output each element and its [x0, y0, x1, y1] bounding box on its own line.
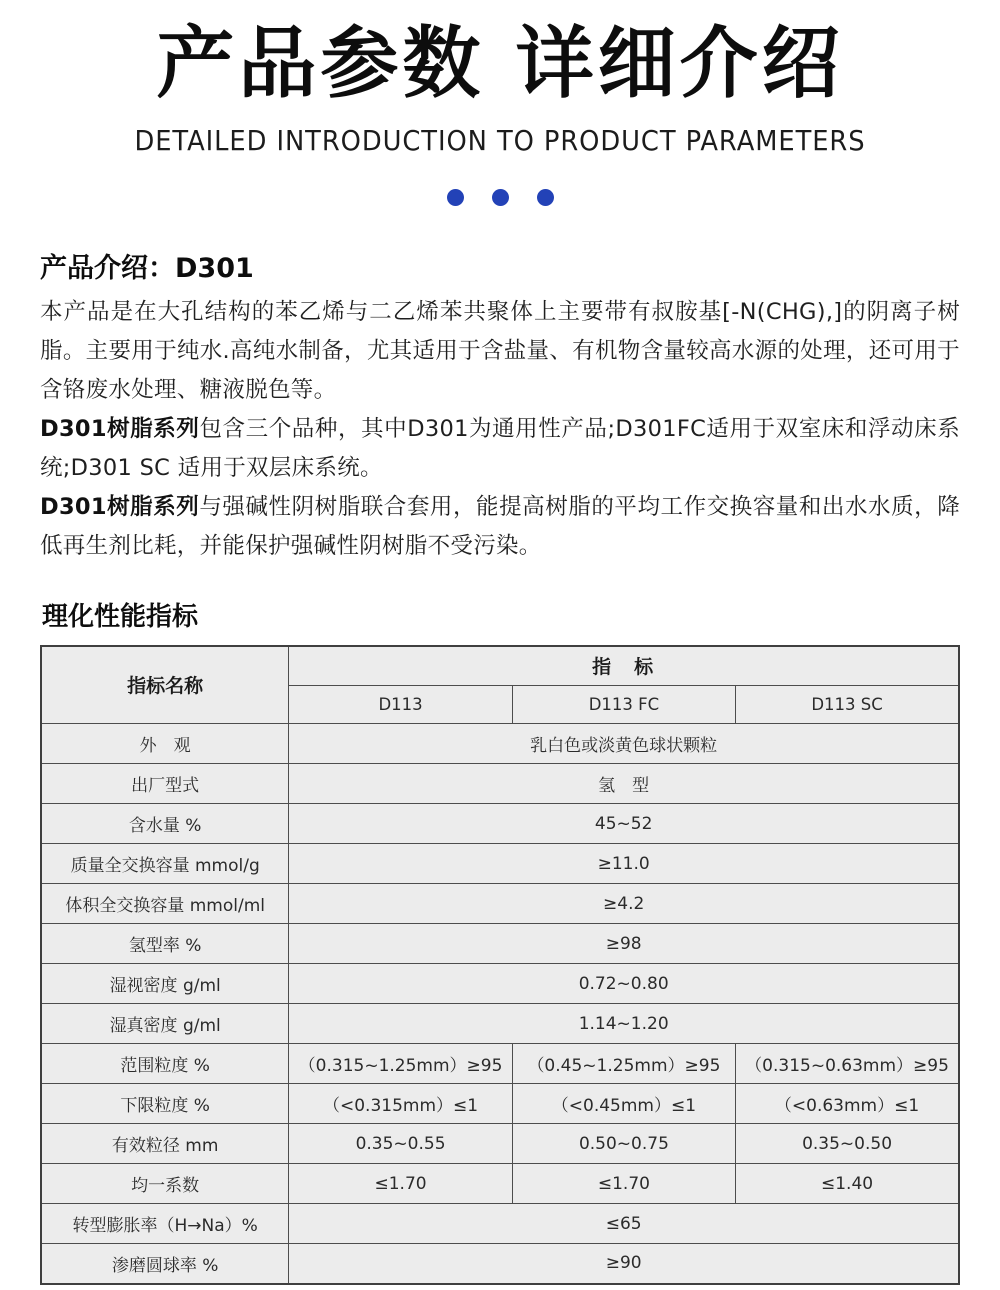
row-value: ≤65: [289, 1204, 959, 1244]
table-row: [41, 1124, 959, 1164]
row-label: 有效粒径 mm: [41, 1124, 289, 1164]
row-value: ≤1.40: [736, 1164, 959, 1204]
row-label: 均一系数: [41, 1164, 289, 1204]
row-value: 乳白色或淡黄色球状颗粒: [289, 724, 959, 764]
intro-paragraphs: [40, 293, 960, 566]
paragraph-bold-lead: D301树脂系列: [40, 415, 200, 442]
row-value: 45~52: [289, 804, 959, 844]
row-value: ≤1.70: [289, 1164, 512, 1204]
row-value: 0.35~0.55: [289, 1124, 512, 1164]
intro-heading: 产品介绍：D301: [40, 252, 254, 284]
intro-paragraph: D301树脂系列与强碱性阴树脂联合套用，能提高树脂的平均工作交换容量和出水水质，降低再生剂比耗，并能保护强碱性阴树脂不受污染。: [40, 493, 961, 559]
table-row: [41, 724, 959, 764]
decorative-dots: [0, 189, 1000, 206]
row-value: ≤1.70: [512, 1164, 735, 1204]
table-row: [41, 844, 959, 884]
table-row: [41, 764, 959, 804]
row-label: 含水量 %: [41, 804, 289, 844]
intro-paragraph: D301树脂系列包含三个品种，其中D301为通用性产品;D301FC适用于双室床和浮动床系统;D301 SC 适用于双层床系统。: [40, 415, 960, 481]
row-label: 转型膨胀率（H→Na）%: [41, 1204, 289, 1244]
dot-icon: [537, 189, 554, 206]
column-header-group: 指 标: [289, 646, 959, 686]
row-value: ≥11.0: [289, 844, 959, 884]
column-header-product: D113 SC: [736, 686, 959, 724]
row-value: （<0.315mm）≤1: [289, 1084, 512, 1124]
table-row: [41, 1044, 959, 1084]
table-header-row-1: [41, 646, 959, 686]
dot-icon: [492, 189, 509, 206]
row-label: 湿真密度 g/ml: [41, 1004, 289, 1044]
row-label: 下限粒度 %: [41, 1084, 289, 1124]
row-value: （<0.45mm）≤1: [512, 1084, 735, 1124]
table-row: [41, 924, 959, 964]
table-row: [41, 964, 959, 1004]
table-row: [41, 1244, 959, 1284]
table-row: [41, 1084, 959, 1124]
paragraph-bold-lead: D301树脂系列: [40, 493, 200, 520]
table-row: [41, 804, 959, 844]
row-value: （<0.63mm）≤1: [736, 1084, 959, 1124]
row-label: 湿视密度 g/ml: [41, 964, 289, 1004]
row-value: ≥4.2: [289, 884, 959, 924]
row-value: 1.14~1.20: [289, 1004, 959, 1044]
row-label: 质量全交换容量 mmol/g: [41, 844, 289, 884]
table-row: [41, 1164, 959, 1204]
row-label: 外 观: [41, 724, 289, 764]
row-value: （0.45~1.25mm）≥95: [512, 1044, 735, 1084]
specs-table: [40, 645, 960, 1285]
row-label: 出厂型式: [41, 764, 289, 804]
specs-heading: 理化性能指标: [42, 601, 199, 632]
hero-section: [0, 16, 1000, 206]
intro-paragraph: 本产品是在大孔结构的苯乙烯与二乙烯苯共聚体上主要带有叔胺基[-N(CHG),]的阴离子树脂。主要用于纯水.高纯水制备，尤其适用于含盐量、有机物含量较高水源的处理，还可用于含铬废水处理、糖液脱色等。: [40, 298, 960, 403]
page-title: 产品参数 详细介绍: [156, 19, 844, 109]
intro-section: [40, 246, 960, 566]
row-value: （0.315~0.63mm）≥95: [736, 1044, 959, 1084]
row-label: 范围粒度 %: [41, 1044, 289, 1084]
specs-section: [40, 596, 960, 1285]
column-header-product: D113 FC: [512, 686, 735, 724]
row-label: 渗磨圆球率 %: [41, 1244, 289, 1284]
row-value: （0.315~1.25mm）≥95: [289, 1044, 512, 1084]
column-header-name: 指标名称: [41, 646, 289, 724]
table-row: [41, 1204, 959, 1244]
row-value: 0.35~0.50: [736, 1124, 959, 1164]
row-label: 氢型率 %: [41, 924, 289, 964]
row-value: 0.72~0.80: [289, 964, 959, 1004]
dot-icon: [447, 189, 464, 206]
table-row: [41, 884, 959, 924]
row-value: 氢 型: [289, 764, 959, 804]
row-label: 体积全交换容量 mmol/ml: [41, 884, 289, 924]
row-value: ≥98: [289, 924, 959, 964]
page-subtitle: DETAILED INTRODUCTION TO PRODUCT PARAMETERS: [134, 123, 866, 157]
column-header-product: D113: [289, 686, 512, 724]
row-value: ≥90: [289, 1244, 959, 1284]
table-row: [41, 1004, 959, 1044]
content-area: [0, 246, 1000, 1285]
row-value: 0.50~0.75: [512, 1124, 735, 1164]
product-detail-page: [0, 16, 1000, 1290]
